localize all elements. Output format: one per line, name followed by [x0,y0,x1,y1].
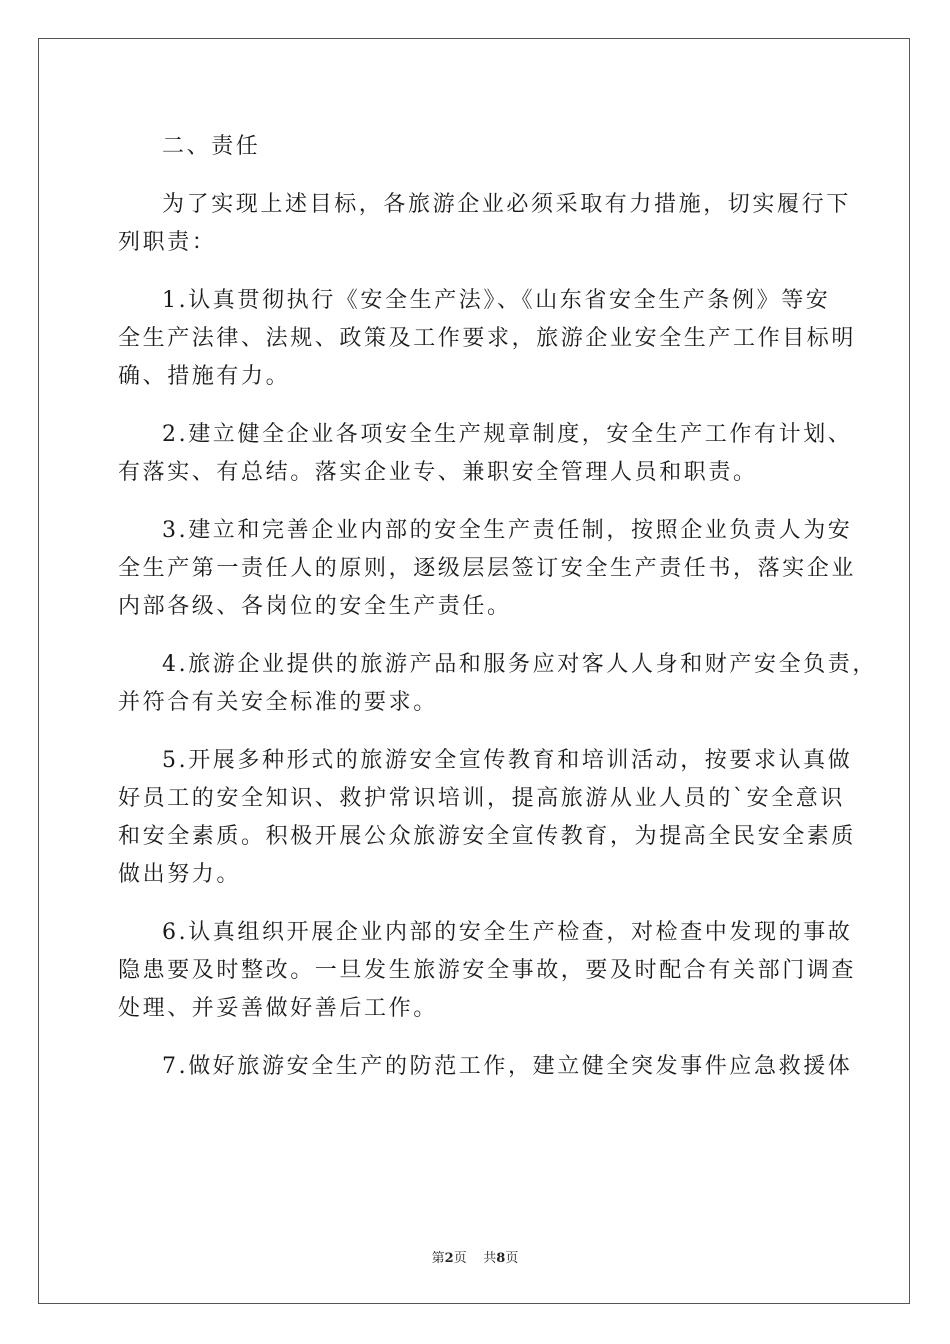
text-line: 6.认真组织开展企业内部的安全生产检查，对检查中发现的事故 [162,920,853,945]
footer-total-pages: 8 [496,1251,506,1266]
text-line: 列职责： [118,230,217,255]
footer-total-unit: 页 [505,1251,519,1266]
text-line: 隐患要及时整改。一旦发生旅游安全事故，要及时配合有关部门调查 [118,958,857,983]
text-line: 并符合有关安全标准的要求。 [118,690,438,715]
page-footer [0,1247,950,1266]
footer-page-number: 2 [444,1251,454,1266]
footer-page-prefix: 第 [431,1251,445,1266]
paragraph-intro [118,186,851,262]
paragraph-item-3 [118,512,857,626]
paragraph-item-1 [118,282,857,396]
paragraph-item-2 [118,416,853,492]
text-line: 做出努力。 [118,862,242,887]
text-line: 4.旅游企业提供的旅游产品和服务应对客人人身和财产安全负责， [162,652,877,677]
footer-total-prefix: 共 [483,1251,497,1266]
text-line: 2.建立健全企业各项安全生产规章制度，安全生产工作有计划、 [162,422,853,447]
text-line: 1.认真贯彻执行《安全生产法》、《山东省安全生产条例》等安 [162,288,831,313]
text-line: 7.做好旅游安全生产的防范工作，建立健全突发事件应急救援体 [162,1054,853,1079]
section-heading [118,128,834,166]
paragraph-item-4 [118,646,877,722]
text-line: 有落实、有总结。落实企业专、兼职安全管理人员和职责。 [118,460,758,485]
paragraph-item-7 [118,1048,853,1086]
document-body [118,128,877,1086]
text-line: 和安全素质。积极开展公众旅游安全宣传教育，为提高全民安全素质 [118,824,857,849]
text-line: 全生产第一责任人的原则，逐级层层签订安全生产责任书，落实企业 [118,556,857,581]
text-line: 为了实现上述目标，各旅游企业必须采取有力措施，切实履行下 [162,192,851,217]
text-line: 全生产法律、法规、政策及工作要求，旅游企业安全生产工作目标明 [118,326,857,351]
text-line: 确、措施有力。 [118,364,291,389]
paragraph-item-6 [118,914,857,1028]
text-line: 内部各级、各岗位的安全生产责任。 [118,594,512,619]
text-line: 5.开展多种形式的旅游安全宣传教育和培训活动，按要求认真做 [162,748,853,773]
text-line: 处理、并妥善做好善后工作。 [118,996,438,1021]
text-line: 3.建立和完善企业内部的安全生产责任制，按照企业负责人为安 [162,518,853,543]
footer-page-unit: 页 [453,1251,467,1266]
text-line: 二、责任 [162,134,261,159]
text-line: 好员工的安全知识、救护常识培训，提高旅游从业人员的`安全意识 [118,786,846,811]
paragraph-item-5 [118,742,857,894]
